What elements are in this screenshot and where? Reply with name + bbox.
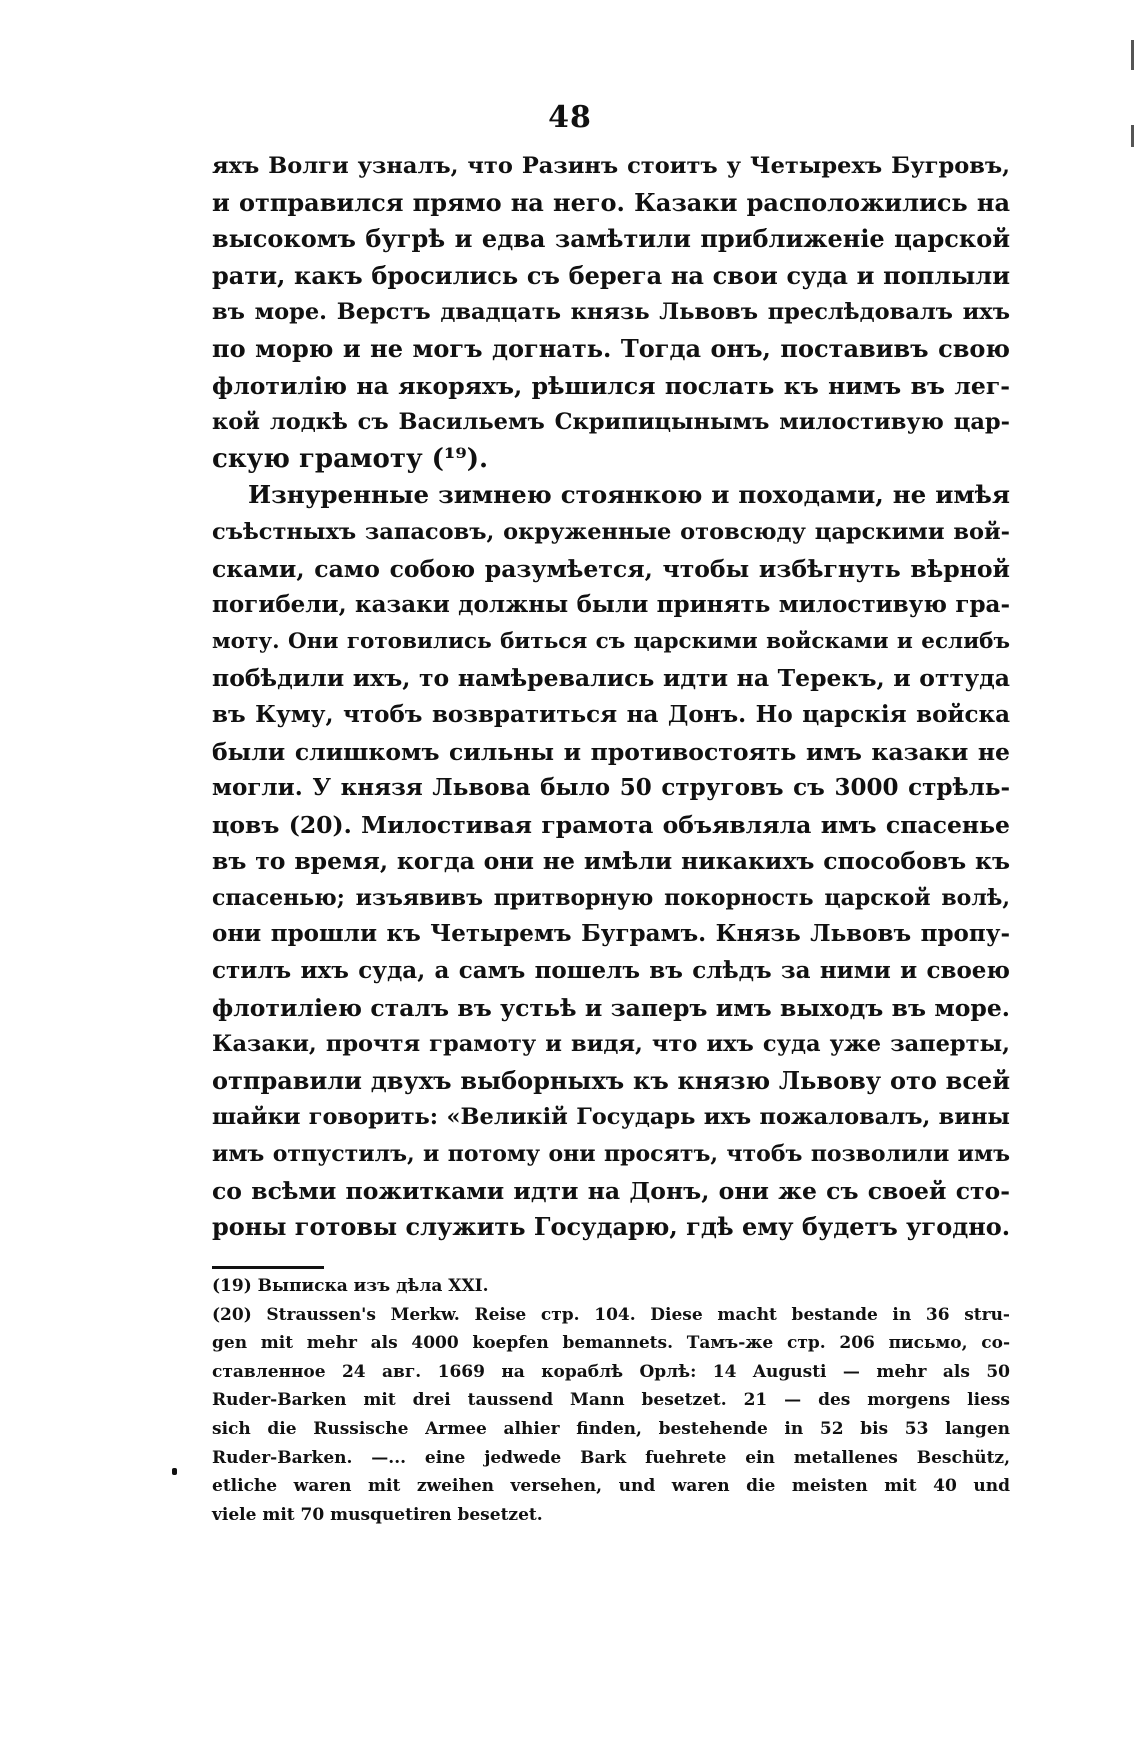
text-line: въ Куму, чтобъ возвратиться на Донъ. Но царскія войска xyxy=(212,700,1010,728)
text-line: флотиліею сталъ въ устьѣ и заперъ имъ выходъ въ море. xyxy=(212,993,1010,1022)
text-line: высокомъ бугрѣ и едва замѣтили приближеніе царской xyxy=(212,224,1010,254)
text-line: побѣдили ихъ, то намѣревались идти на Терекъ, и оттуда xyxy=(212,664,1010,693)
footnote-line: gen mit mehr als 4000 koepfen bemannets. Тамъ-же стр. 206 письмо, со- xyxy=(212,1333,1010,1354)
footnote-line: sich die Russische Armee alhier finden, bestehende in 52 bis 53 langen xyxy=(212,1418,1010,1439)
text-line: были слишкомъ сильны и противостоять имъ казаки не xyxy=(212,737,1010,766)
text-line: Казаки, прочтя грамоту и видя, что ихъ суда уже заперты, xyxy=(212,1031,1010,1058)
margin-mark xyxy=(172,1468,177,1475)
text-line: моту. Они готовились биться съ царскими войсками и еслибъ xyxy=(212,628,1010,654)
text-line: по морю и не могъ догнать. Тогда онъ, поставивъ свою xyxy=(212,333,1010,363)
text-line: скую грамоту (¹⁹). xyxy=(212,443,489,474)
text-line: и отправился прямо на него. Казаки расположились на xyxy=(212,187,1010,217)
footnote-line: (20) Straussen's Merkw. Reise стр. 104. Diese macht bestande in 36 stru- xyxy=(212,1304,1010,1325)
text-line: кой лодкѣ съ Васильемъ Скрипицынымъ милостивую цар- xyxy=(212,409,1010,436)
text-line: спасенью; изъявивъ притворную покорность царской волѣ, xyxy=(212,884,1010,911)
footnote-line: ставленное 24 авг. 1669 на кораблѣ Орлѣ: 14 Augusti — mehr als 50 xyxy=(212,1361,1010,1382)
text-line: въ море. Верстъ двадцать князь Львовъ преслѣдовалъ ихъ xyxy=(212,299,1010,326)
scan-edge-mark xyxy=(1131,125,1134,147)
footnote-line: etliche waren mit zweihen versehen, und waren die meisten mit 40 und xyxy=(212,1476,1010,1497)
footnote-line: Ruder-Barken mit drei taussend Mann besetzet. 21 — des morgens liess xyxy=(212,1390,1010,1411)
text-line: въ то время, когда они не имѣли никакихъ способовъ къ xyxy=(212,847,1010,876)
text-line: Изнуренные зимнею стоянкою и походами, не имѣя xyxy=(248,480,1010,510)
text-line: они прошли къ Четыремъ Буграмъ. Князь Львовъ пропу- xyxy=(212,920,1010,948)
footnotes xyxy=(212,1272,1010,1529)
text-line: могли. У князя Львова было 50 струговъ съ 3000 стрѣль- xyxy=(212,774,1010,802)
text-line: со всѣми пожитками идти на Донъ, они же съ своей сто- xyxy=(212,1176,1010,1205)
scan-edge-mark xyxy=(1131,40,1134,70)
text-line: шайки говорить: «Великій Государь ихъ пожаловалъ, вины xyxy=(212,1104,1010,1131)
footnote-line: Ruder-Barken. —... eine jedwede Bark fuehrete ein metallenes Beschütz, xyxy=(212,1447,1010,1468)
text-line: отправили двухъ выборныхъ къ князю Львову ото всей xyxy=(212,1065,1010,1095)
text-line: погибели, казаки должны были принять милостивую гра- xyxy=(212,591,1010,619)
text-line: флотилію на якоряхъ, рѣшился послать къ нимъ въ лег- xyxy=(212,371,1010,400)
footnote-separator xyxy=(212,1266,324,1269)
text-line: съѣстныхъ запасовъ, окруженные отовсюду царскими вой- xyxy=(212,518,1010,545)
text-line: яхъ Волги узналъ, что Разинъ стоитъ у Четырехъ Бугровъ, xyxy=(212,153,1010,179)
text-line: цовъ (20). Милостивая грамота объявляла имъ спасенье xyxy=(212,810,1010,839)
text-line: роны готовы служить Государю, гдѣ ему будетъ угодно. xyxy=(212,1212,1011,1242)
page-number: 48 xyxy=(548,100,592,135)
body-text xyxy=(212,148,1010,1246)
footnote-line: viele mit 70 musquetiren besetzet. xyxy=(212,1504,543,1525)
text-line: сками, само собою разумѣется, чтобы избѣгнуть вѣрной xyxy=(212,554,1010,583)
text-line: стилъ ихъ суда, а самъ пошелъ въ слѣдъ за ними и своею xyxy=(212,957,1010,985)
text-line: рати, какъ бросились съ берега на свои суда и поплыли xyxy=(212,260,1010,290)
text-line: имъ отпустилъ, и потому они просятъ, чтобъ позволили имъ xyxy=(212,1141,1010,1168)
footnote-line: (19) Выписка изъ дѣла XXI. xyxy=(212,1276,489,1296)
